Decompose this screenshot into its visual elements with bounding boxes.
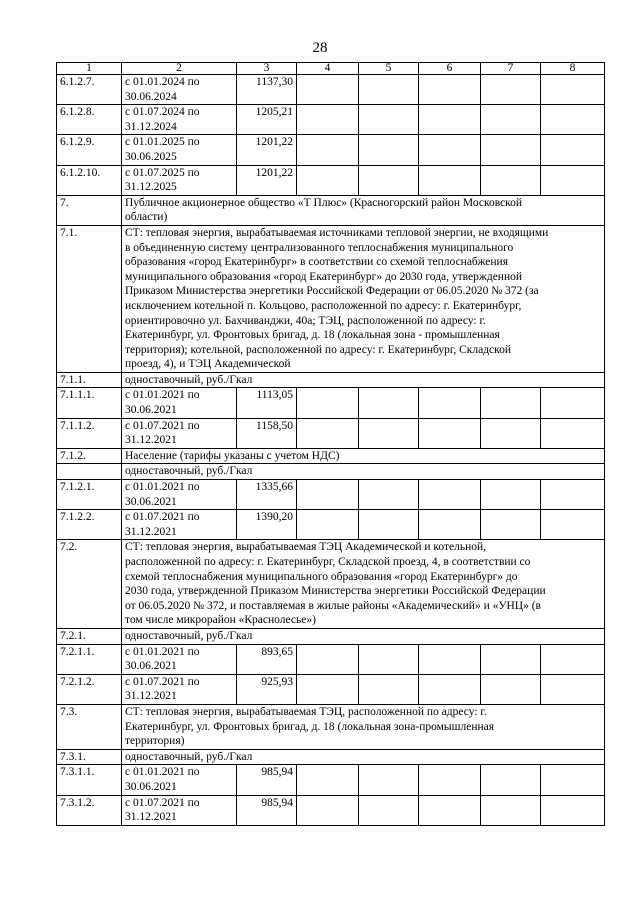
empty-cell (481, 165, 541, 195)
empty-cell (419, 674, 481, 704)
empty-cell (297, 388, 359, 418)
page-number: 28 (312, 40, 328, 56)
tariff-value-cell: 925,93 (237, 674, 297, 704)
empty-cell (481, 644, 541, 674)
item-code-cell: 6.1.2.9. (57, 135, 122, 165)
item-code-cell: 7.1.2. (57, 448, 122, 464)
empty-cell (359, 795, 419, 825)
item-code-cell: 7.2. (57, 540, 122, 629)
tariff-table (56, 62, 605, 826)
period-cell: с 01.01.2021 по 30.06.2021 (122, 388, 237, 418)
period-cell: с 01.07.2021 по 31.12.2021 (122, 418, 237, 448)
section-row (57, 225, 605, 372)
tariff-value-cell: 1113,05 (237, 388, 297, 418)
tariff-row (57, 75, 605, 105)
item-code-cell: 7.3.1.2. (57, 795, 122, 825)
section-description-cell: Публичное акционерное общество «Т Плюс» (Красногорский район Московской области) (122, 195, 605, 225)
empty-cell (297, 644, 359, 674)
column-number-row (57, 63, 605, 75)
tariff-row (57, 644, 605, 674)
tariff-value-cell: 985,94 (237, 795, 297, 825)
empty-cell (541, 644, 605, 674)
tariff-value-cell: 1201,22 (237, 135, 297, 165)
column-number: 2 (122, 63, 237, 75)
empty-cell (419, 795, 481, 825)
empty-cell (297, 765, 359, 795)
item-code-cell: 7.3. (57, 704, 122, 749)
tariff-row (57, 418, 605, 448)
empty-cell (481, 765, 541, 795)
column-number: 8 (541, 63, 605, 75)
period-cell: с 01.07.2021 по 31.12.2021 (122, 795, 237, 825)
column-number: 1 (57, 63, 122, 75)
empty-cell (481, 418, 541, 448)
empty-cell (541, 418, 605, 448)
item-code-cell: 7.1.1.1. (57, 388, 122, 418)
empty-cell (481, 510, 541, 540)
tariff-row (57, 795, 605, 825)
empty-cell (359, 644, 419, 674)
tariff-row (57, 765, 605, 795)
empty-cell (297, 480, 359, 510)
item-code-cell: 7.1.2.2. (57, 510, 122, 540)
period-cell: с 01.07.2021 по 31.12.2021 (122, 510, 237, 540)
empty-cell (359, 388, 419, 418)
tariff-value-cell: 1335,66 (237, 480, 297, 510)
item-code-cell: 7.3.1.1. (57, 765, 122, 795)
item-code-cell: 7.2.1.2. (57, 674, 122, 704)
tariff-row (57, 480, 605, 510)
item-code-cell: 7.1.2.1. (57, 480, 122, 510)
tariff-value-cell: 1137,30 (237, 75, 297, 105)
item-code-cell: 6.1.2.7. (57, 75, 122, 105)
section-row (57, 704, 605, 749)
section-row (57, 372, 605, 388)
tariff-row (57, 388, 605, 418)
empty-cell (359, 674, 419, 704)
empty-cell (359, 75, 419, 105)
tariff-row (57, 105, 605, 135)
empty-cell (541, 165, 605, 195)
section-description-cell: одноставочный, руб./Гкал (122, 628, 605, 644)
tariff-row (57, 135, 605, 165)
section-row (57, 540, 605, 629)
item-code-cell: 6.1.2.10. (57, 165, 122, 195)
empty-cell (541, 795, 605, 825)
period-cell: с 01.01.2021 по 30.06.2021 (122, 480, 237, 510)
empty-cell (419, 644, 481, 674)
item-code-cell: 7.1.1. (57, 372, 122, 388)
item-code-cell: 7.2.1. (57, 628, 122, 644)
period-cell: с 01.07.2024 по 31.12.2024 (122, 105, 237, 135)
tariff-row (57, 510, 605, 540)
tariff-value-cell: 893,65 (237, 644, 297, 674)
column-number: 5 (359, 63, 419, 75)
section-description-cell: Население (тарифы указаны с учетом НДС) (122, 448, 605, 464)
tariff-value-cell: 1205,21 (237, 105, 297, 135)
empty-cell (541, 480, 605, 510)
section-description-cell: СТ: тепловая энергия, вырабатываемая ТЭЦ Академической и котельной, расположенной по адресу: г. Екатеринбург, Складской проезд, 4, в соответствии со схемой теплоснабжения муниципального образования «город Екатеринбург» до 2030 года, утвержденной Приказом Министерства энергетики Российской Федерации от 06.05.2020 № 372, и поставляемая в жилые районы «Академический» и «УНЦ» (в том числе микрорайон «Краснолесье») (122, 540, 605, 629)
empty-cell (359, 480, 419, 510)
section-row (57, 195, 605, 225)
empty-cell (297, 165, 359, 195)
empty-cell (541, 75, 605, 105)
empty-cell (541, 674, 605, 704)
empty-cell (481, 388, 541, 418)
item-code-cell: 7.2.1.1. (57, 644, 122, 674)
empty-cell (359, 418, 419, 448)
empty-cell (359, 105, 419, 135)
empty-cell (419, 510, 481, 540)
item-code-cell: 7. (57, 195, 122, 225)
section-row (57, 628, 605, 644)
empty-cell (419, 765, 481, 795)
empty-cell (481, 135, 541, 165)
empty-cell (481, 795, 541, 825)
empty-cell (481, 674, 541, 704)
empty-cell (481, 105, 541, 135)
section-description-cell: СТ: тепловая энергия, вырабатываемая ТЭЦ, расположенной по адресу: г. Екатеринбург, ул. Фронтовых бригад, д. 18 (локальная зона-промышленная территория) (122, 704, 605, 749)
empty-cell (297, 75, 359, 105)
column-number: 3 (237, 63, 297, 75)
section-description-cell: одноставочный, руб./Гкал (122, 749, 605, 765)
empty-cell (419, 75, 481, 105)
tariff-value-cell: 985,94 (237, 765, 297, 795)
empty-cell (359, 765, 419, 795)
empty-cell (419, 388, 481, 418)
empty-cell (297, 510, 359, 540)
empty-cell (541, 388, 605, 418)
item-code-cell: 7.3.1. (57, 749, 122, 765)
section-row (57, 464, 605, 480)
empty-cell (419, 165, 481, 195)
empty-cell (541, 135, 605, 165)
empty-cell (359, 135, 419, 165)
section-description-cell: одноставочный, руб./Гкал (122, 372, 605, 388)
empty-cell (419, 135, 481, 165)
tariff-value-cell: 1390,20 (237, 510, 297, 540)
empty-cell (481, 75, 541, 105)
item-code-cell: 7.1.1.2. (57, 418, 122, 448)
section-description-cell: одноставочный, руб./Гкал (122, 464, 605, 480)
column-number: 6 (419, 63, 481, 75)
empty-cell (297, 418, 359, 448)
tariff-value-cell: 1201,22 (237, 165, 297, 195)
item-code-cell: 6.1.2.8. (57, 105, 122, 135)
empty-cell (419, 480, 481, 510)
period-cell: с 01.01.2024 по 30.06.2024 (122, 75, 237, 105)
empty-cell (297, 674, 359, 704)
column-number: 4 (297, 63, 359, 75)
empty-cell (419, 105, 481, 135)
empty-cell (419, 418, 481, 448)
period-cell: с 01.07.2025 по 31.12.2025 (122, 165, 237, 195)
section-row (57, 749, 605, 765)
item-code-cell: 7.1. (57, 225, 122, 372)
tariff-row (57, 674, 605, 704)
section-description-cell: СТ: тепловая энергия, вырабатываемая источниками тепловой энергии, не входящими в объединенную систему централизованного теплоснабжения муниципального образования «город Екатеринбург» в соответствии со схемой теплоснабжения муниципального образования «город Екатеринбург» до 2030 года, утвержденной Приказом Министерства энергетики Российской Федерации от 06.05.2020 № 372 (за исключением котельной п. Кольцово, расположенной по адресу: г. Екатеринбург, ориентировочно ул. Бахчиванджи, 40а; ТЭЦ, расположенной по адресу: г. Екатеринбург, ул. Фронтовых бригад, д. 18 (локальная зона - промышленная территория); котельной, расположенной по адресу: г. Екатеринбург, Складской проезд, 4), и ТЭЦ Академической (122, 225, 605, 372)
empty-cell (297, 135, 359, 165)
tariff-value-cell: 1158,50 (237, 418, 297, 448)
column-number: 7 (481, 63, 541, 75)
empty-cell (481, 480, 541, 510)
section-row (57, 448, 605, 464)
empty-cell (297, 105, 359, 135)
item-code-cell (57, 464, 122, 480)
empty-cell (359, 165, 419, 195)
period-cell: с 01.01.2025 по 30.06.2025 (122, 135, 237, 165)
empty-cell (541, 510, 605, 540)
period-cell: с 01.01.2021 по 30.06.2021 (122, 765, 237, 795)
empty-cell (359, 510, 419, 540)
period-cell: с 01.01.2021 по 30.06.2021 (122, 644, 237, 674)
tariff-row (57, 165, 605, 195)
empty-cell (541, 765, 605, 795)
empty-cell (297, 795, 359, 825)
empty-cell (541, 105, 605, 135)
period-cell: с 01.07.2021 по 31.12.2021 (122, 674, 237, 704)
